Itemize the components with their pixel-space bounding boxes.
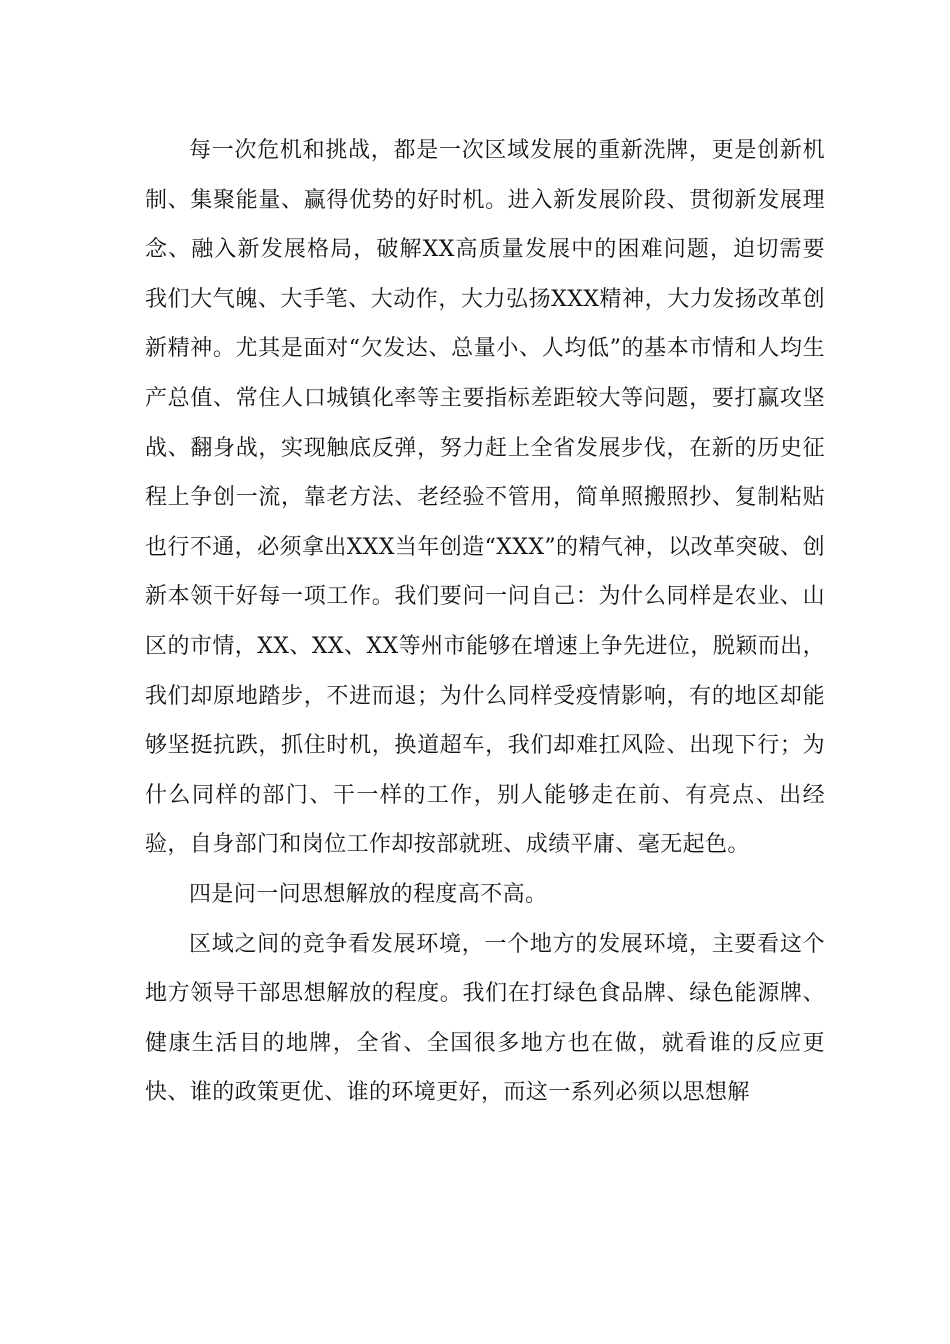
paragraph-crisis-opportunity: 每一次危机和挑战，都是一次区域发展的重新洗牌，更是创新机制、集聚能量、赢得优势的好时机。进入新发展阶段、贯彻新发展理念、融入新发展格局，破解XX高质量发展中的困难问题，迫切需要我们大气魄、大手笔、大动作，大力弘扬XXX精神，大力发扬改革创新精神。尤其是面对“欠发达、总量小、人均低”的基本市情和人均生产总值、常住人口城镇化率等主要指标差距较大等问题，要打赢攻坚战、翻身战，实现触底反弹，努力赶上全省发展步伐，在新的历史征程上争创一流，靠老方法、老经验不管用，简单照搬照抄、复制粘贴也行不通，必须拿出XXX当年创造“XXX”的精气神，以改革突破、创新本领干好每一项工作。我们要问一问自己：为什么同样是农业、山区的市情，XX、XX、XX等州市能够在增速上争先进位，脱颖而出，我们却原地踏步，不进而退；为什么同样受疫情影响，有的地区却能够坚挺抗跌，抓住时机，换道超车，我们却难扛风险、出现下行；为什么同样的部门、干一样的工作，别人能够走在前、有亮点、出经验，自身部门和岗位工作却按部就班、成绩平庸、毫无起色。 (145, 138, 825, 858)
paragraph-section-heading: 四是问一问思想解放的程度高不高。 (189, 881, 548, 907)
paragraph-development-environment: 区域之间的竞争看发展环境，一个地方的发展环境，主要看这个地方领导干部思想解放的程度。我们在打绿色食品牌、绿色能源牌、健康生活目的地牌，全省、全国很多地方也在做，就看谁的反应更快、谁的政策更优、谁的环境更好，而这一系列必须以思想解 (145, 931, 825, 1106)
document-body (145, 126, 825, 1118)
